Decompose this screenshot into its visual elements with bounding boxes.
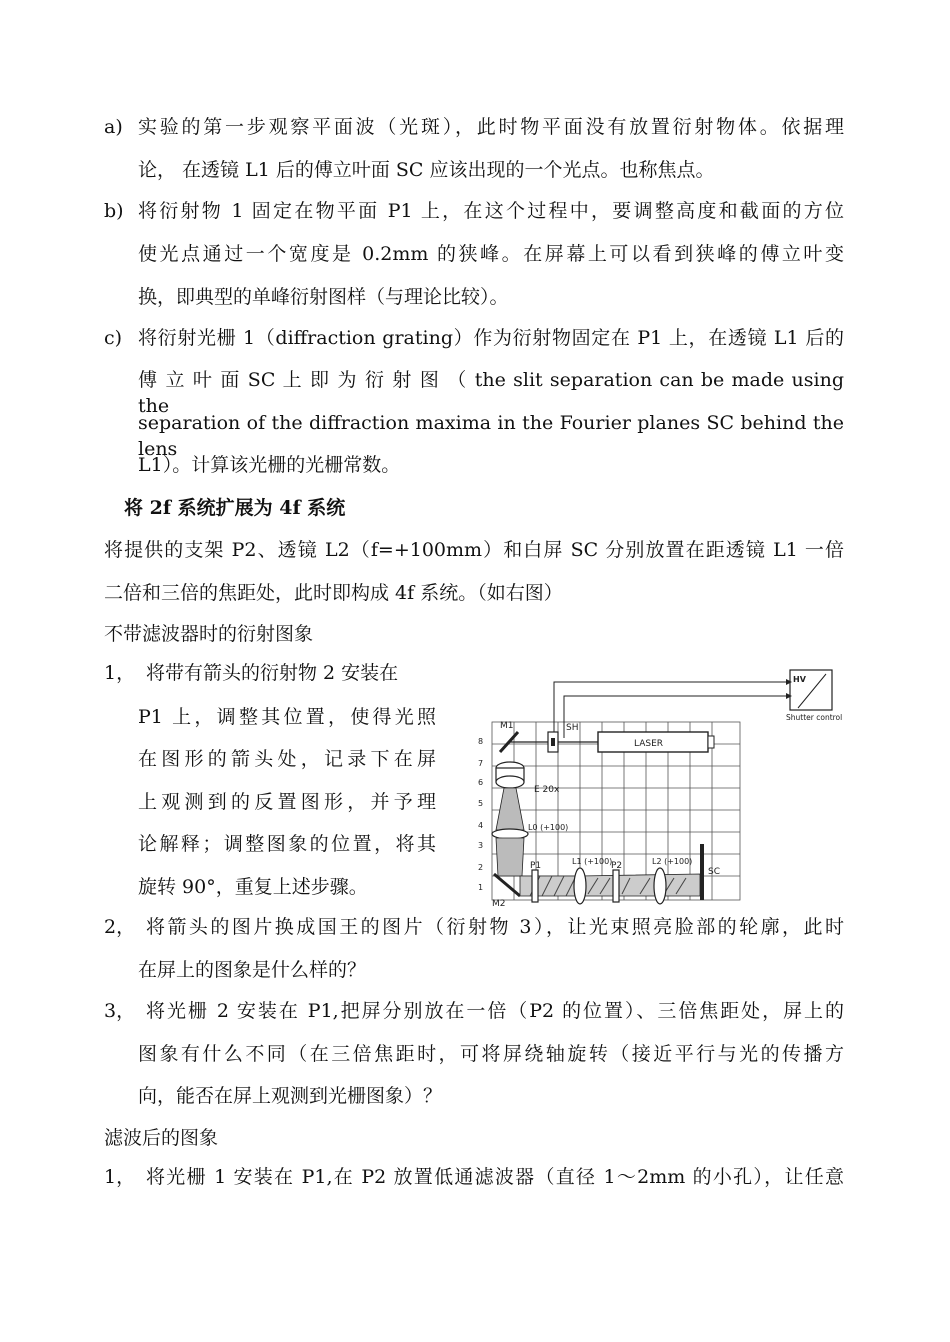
list-b-line-2: 使光点通过一个宽度是 0.2mm 的狭峰。在屏幕上可以看到狭峰的傅立叶变 [138, 243, 844, 265]
list-b-line-3: 换，即典型的单峰衍射图样（与理论比较）。 [138, 286, 509, 308]
step-1-line-6: 旋转 90°，重复上述步骤。 [138, 876, 368, 898]
holder-p2 [613, 870, 619, 902]
step-2-line-2: 在屏上的图象是什么样的？ [138, 959, 367, 981]
step-1-line-1: 将带有箭头的衍射物 2 安装在 [146, 662, 399, 684]
step-1-line-5: 论解释；调整图象的位置，将其 [138, 833, 436, 855]
list-c-line-1: 将衍射光栅 1（diffraction grating）作为衍射物固定在 P1 上，在透镜 L1 后的 [138, 327, 844, 349]
y-tick: 8 [478, 737, 484, 746]
y-tick: 7 [478, 759, 484, 768]
intro-line-2: 二倍和三倍的焦距处，此时即构成 4f 系统。（如右图） [104, 582, 563, 604]
e-label: E 20x [534, 785, 560, 795]
shutter-control-label: Shutter control [786, 713, 843, 722]
sh-label: SH [566, 723, 579, 733]
step-3-line-1: 将光栅 2 安装在 P1,把屏分别放在一倍（P2 的位置）、三倍焦距处，屏上的 [146, 1000, 844, 1022]
p1-label: P1 [530, 861, 542, 871]
step-4-marker: 1， [104, 1166, 136, 1188]
lens-l2 [654, 868, 666, 904]
y-tick: 3 [478, 841, 484, 850]
sc-label: SC [708, 867, 720, 877]
optical-setup-diagram [470, 664, 850, 910]
y-tick: 5 [478, 799, 484, 808]
list-c-line-4: L1）。计算该光栅的光栅常数。 [138, 454, 401, 476]
step-3-line-3: 向，能否在屏上观测到光栅图象）？ [138, 1085, 443, 1107]
list-a-line-1: 实验的第一步观察平面波（光斑），此时物平面没有放置衍射物体。依据理 [138, 116, 844, 138]
lens-l0 [492, 829, 528, 839]
sub-heading-no-filter: 不带滤波器时的衍射图象 [104, 623, 314, 645]
y-tick: 6 [478, 778, 484, 787]
list-b-line-1: 将衍射物 1 固定在物平面 P1 上，在这个过程中，要调整高度和截面的方位 [138, 200, 844, 222]
section-heading: 将 2f 系统扩展为 4f 系统 [124, 497, 346, 519]
m1-label: M1 [500, 721, 514, 731]
list-marker-a: a) [104, 116, 123, 138]
step-1-marker: 1， [104, 662, 136, 684]
lens-l1 [574, 868, 586, 904]
list-c-line-2: 傅 立 叶 面 SC 上 即 为 衍 射 图 （ the slit separation can be made using the [138, 369, 844, 417]
y-tick: 2 [478, 863, 484, 872]
y-tick: 1 [478, 883, 484, 892]
p2-label: P2 [611, 861, 623, 871]
step-4-line-1: 将光栅 1 安装在 P1,在 P2 放置低通滤波器（直径 1～2mm 的小孔），让任意 [146, 1166, 844, 1188]
list-c-line-3: separation of the diffraction maxima in the Fourier planes SC behind the lens [138, 412, 844, 460]
mirror-m2 [494, 874, 520, 896]
l0-label: L0 (+100) [528, 823, 569, 832]
sub-heading-filtered: 滤波后的图象 [104, 1127, 219, 1149]
step-1-line-4: 上观测到的反置图形，并予理 [138, 791, 436, 813]
y-tick-labels [478, 737, 483, 892]
step-2-line-1: 将箭头的图片换成国王的图片（衍射物 3），让光束照亮脸部的轮廓，此时 [146, 916, 844, 938]
step-2-marker: 2， [104, 916, 136, 938]
holder-p1 [532, 870, 538, 902]
step-3-marker: 3， [104, 1000, 136, 1022]
step-1-line-3: 在图形的箭头处，记录下在屏 [138, 748, 436, 770]
intro-line-1: 将提供的支架 P2、透镜 L2（f=+100mm）和白屏 SC 分别放置在距透镜 L1 一倍 [104, 539, 844, 561]
step-3-line-2: 图象有什么不同（在三倍焦距时，可将屏绕轴旋转（接近平行与光的传播方 [138, 1043, 844, 1065]
laser-label: LASER [634, 739, 664, 749]
list-a-line-2: 论， 在透镜 L1 后的傅立叶面 SC 应该出现的一个光点。也称焦点。 [138, 159, 715, 181]
step-1-line-2: P1 上，调整其位置，使得光照 [138, 706, 436, 728]
list-marker-b: b) [104, 200, 124, 222]
m2-label: M2 [492, 899, 506, 909]
list-marker-c: c) [104, 327, 123, 349]
screen-sc [700, 844, 704, 900]
hv-label: HV [793, 675, 806, 684]
l1-label: L1 (+100) [572, 857, 613, 866]
y-tick: 4 [478, 821, 484, 830]
l2-label: L2 (+100) [652, 857, 693, 866]
